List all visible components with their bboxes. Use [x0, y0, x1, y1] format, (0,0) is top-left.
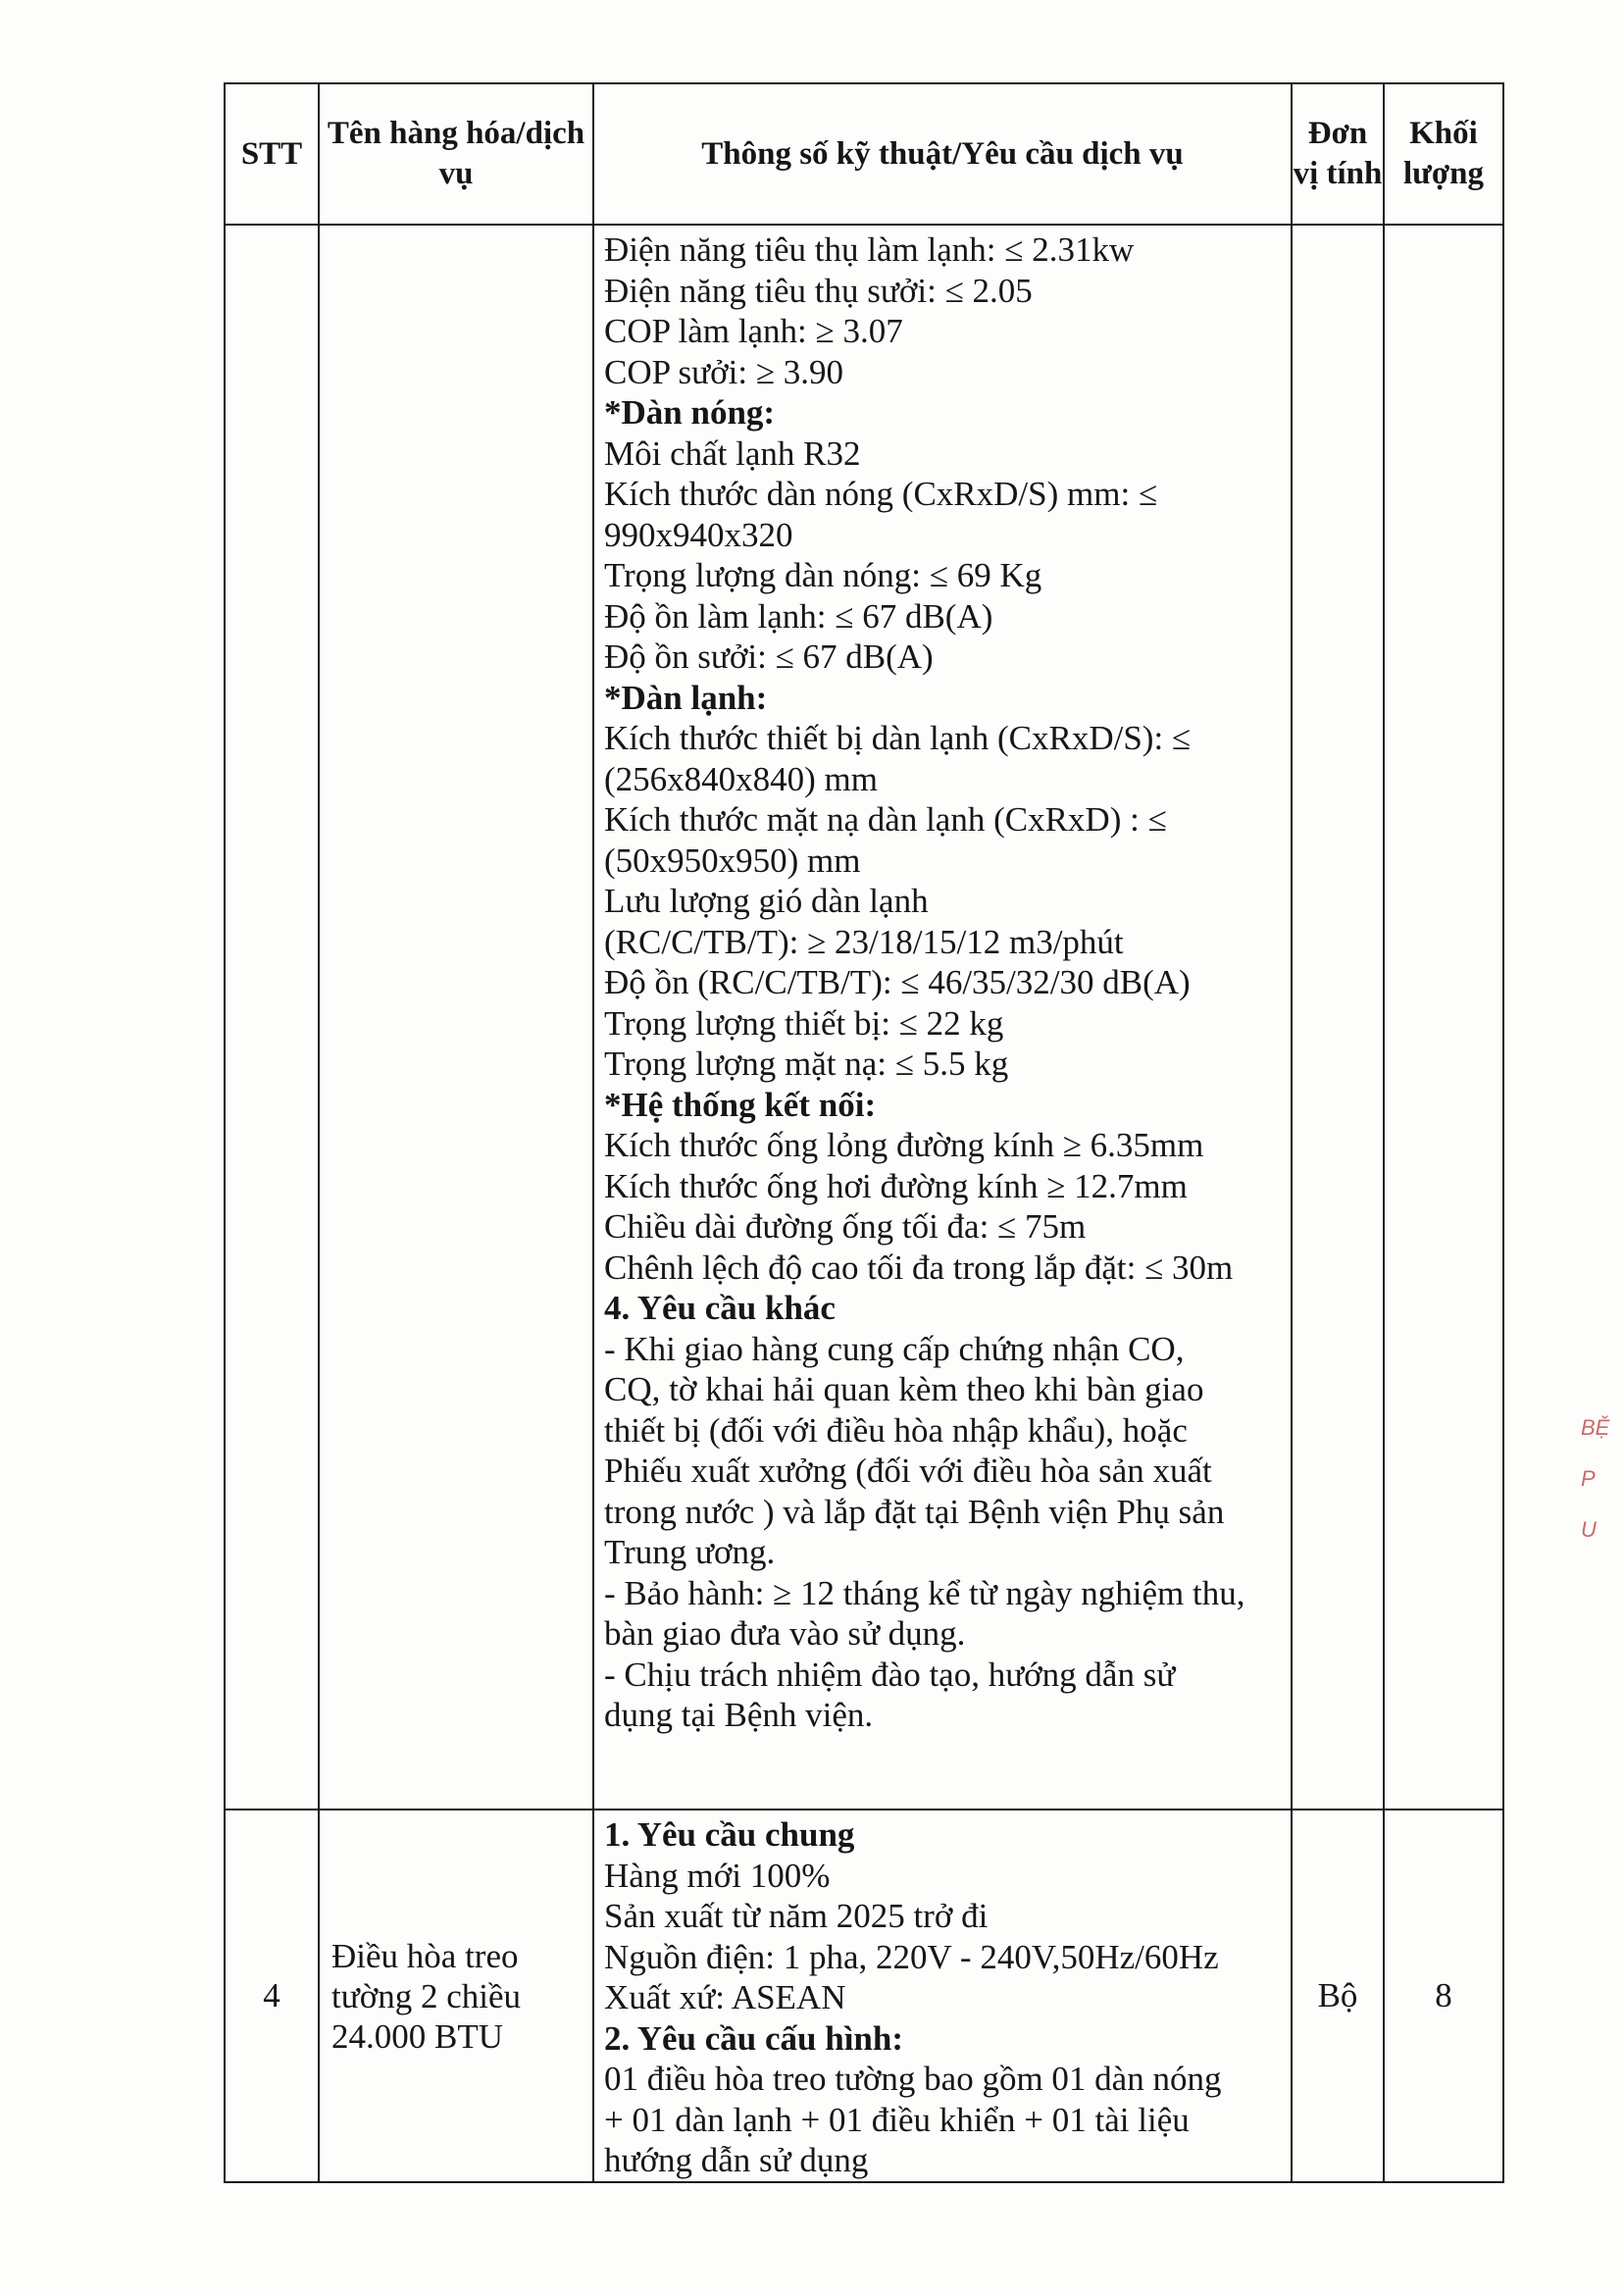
spec-line: + 01 dàn lạnh + 01 điều khiển + 01 tài liệu [604, 2100, 1190, 2139]
spec-line: 01 điều hòa treo tường bao gồm 01 dàn nóng [604, 2060, 1222, 2098]
spec-table [224, 82, 1504, 2183]
spec-line: Độ ồn làm lạnh: ≤ 67 dB(A) [604, 596, 993, 636]
spec-line: thiết bị (đối với điều hòa nhập khẩu), hoặc [604, 1410, 1188, 1450]
spec-section-heading: *Dàn lạnh: [604, 678, 768, 717]
row4-spec-cell [593, 1810, 1292, 2182]
spec-line: (50x950x950) mm [604, 841, 861, 880]
spec-line: Kích thước ống hơi đường kính ≥ 12.7mm [604, 1166, 1188, 1205]
cont-unit-cell [1292, 225, 1384, 1810]
cont-qty-cell [1384, 225, 1503, 1810]
spec-line: Lưu lượng gió dàn lạnh [604, 882, 929, 920]
spec-section-heading: *Dàn nóng: [604, 393, 776, 432]
spec-line: Xuất xứ: ASEAN [604, 1978, 846, 2016]
header-qty: Khối lượng [1384, 83, 1503, 225]
row4-name-line: 24.000 BTU [331, 2016, 503, 2056]
spec-line: Chênh lệch độ cao tối đa trong lắp đặt: ≤ 30m [604, 1248, 1234, 1287]
spec-section-heading: *Hệ thống kết nối: [604, 1085, 877, 1124]
spec-line: (RC/C/TB/T): ≥ 23/18/15/12 m3/phút [604, 922, 1124, 961]
spec-line: Điện năng tiêu thụ sưởi: ≤ 2.05 [604, 271, 1033, 310]
row4-name-line: Điều hòa treo [331, 1936, 519, 1975]
stamp-fragment-text: U [1581, 1517, 1597, 1542]
spec-line: Môi chất lạnh R32 [604, 433, 861, 473]
row4-name-line: tường 2 chiều [331, 1976, 521, 2015]
row4-qty: 8 [1384, 1810, 1503, 2182]
spec-line: COP sưởi: ≥ 3.90 [604, 352, 844, 391]
spec-line: Hàng mới 100% [604, 1856, 831, 1895]
row4-unit: Bộ [1292, 1810, 1384, 2182]
stamp-fragment-text: BỆ [1581, 1415, 1610, 1440]
spec-line: - Khi giao hàng cung cấp chứng nhận CO, [604, 1329, 1185, 1368]
margin-stamp-fragment [1581, 1402, 1620, 1687]
spec-line: CQ, tờ khai hải quan kèm theo khi bàn giao [604, 1370, 1204, 1408]
spec-line: bàn giao đưa vào sử dụng. [604, 1614, 966, 1653]
spec-line: - Chịu trách nhiệm đào tạo, hướng dẫn sử [604, 1655, 1176, 1694]
header-unit: Đơn vị tính [1292, 83, 1384, 225]
spec-section-heading: 2. Yêu cầu cấu hình: [604, 2018, 904, 2058]
spec-line: Phiếu xuất xưởng (đối với điều hòa sản xuất [604, 1452, 1212, 1490]
spec-line: Độ ồn sưởi: ≤ 67 dB(A) [604, 637, 934, 676]
spec-section-heading: 4. Yêu cầu khác [604, 1289, 836, 1327]
spec-line: (256x840x840) mm [604, 759, 879, 798]
spec-line: - Bảo hành: ≥ 12 tháng kể từ ngày nghiệm thu, [604, 1573, 1245, 1612]
spec-line: Nguồn điện: 1 pha, 220V - 240V,50Hz/60Hz [604, 1937, 1219, 1976]
header-spec: Thông số kỹ thuật/Yêu cầu dịch vụ [593, 83, 1292, 225]
spec-line: Kích thước dàn nóng (CxRxD/S) mm: ≤ [604, 475, 1158, 513]
spec-line: Kích thước ống lỏng đường kính ≥ 6.35mm [604, 1126, 1204, 1164]
spec-line: dụng tại Bệnh viện. [604, 1696, 874, 1734]
cont-stt-cell [225, 225, 319, 1810]
spec-line: Chiều dài đường ống tối đa: ≤ 75m [604, 1207, 1087, 1246]
spec-line: Kích thước mặt nạ dàn lạnh (CxRxD) : ≤ [604, 800, 1167, 839]
spec-line: Trọng lượng dàn nóng: ≤ 69 Kg [604, 556, 1042, 594]
header-row [225, 83, 1503, 225]
table-row-continued [225, 225, 1503, 1810]
spec-line: Độ ồn (RC/C/TB/T): ≤ 46/35/32/30 dB(A) [604, 963, 1191, 1001]
spec-line: Trung ương. [604, 1533, 776, 1571]
spec-line: Sản xuất từ năm 2025 trở đi [604, 1897, 989, 1935]
header-name: Tên hàng hóa/dịch vụ [319, 83, 593, 225]
spec-line: COP làm lạnh: ≥ 3.07 [604, 312, 903, 350]
cont-spec-cell [593, 225, 1292, 1810]
row4-name-cell [319, 1810, 593, 2182]
spec-line: Trọng lượng mặt nạ: ≤ 5.5 kg [604, 1045, 1009, 1083]
spec-line: trong nước ) và lắp đặt tại Bệnh viện Phụ sản [604, 1492, 1225, 1531]
cont-name-cell [319, 225, 593, 1810]
row4-stt: 4 [225, 1810, 319, 2182]
spec-line: hướng dẫn sử dụng [604, 2141, 869, 2179]
spec-line: 990x940x320 [604, 515, 793, 554]
spec-line: Trọng lượng thiết bị: ≤ 22 kg [604, 1003, 1004, 1043]
stamp-fragment-text: P [1581, 1466, 1596, 1491]
table-row-4 [225, 1810, 1503, 2182]
spec-section-heading: 1. Yêu cầu chung [604, 1815, 855, 1854]
spec-line: Điện năng tiêu thụ làm lạnh: ≤ 2.31kw [604, 230, 1135, 269]
spec-line: Kích thước thiết bị dàn lạnh (CxRxD/S): ≤ [604, 719, 1192, 757]
header-stt: STT [225, 83, 319, 225]
